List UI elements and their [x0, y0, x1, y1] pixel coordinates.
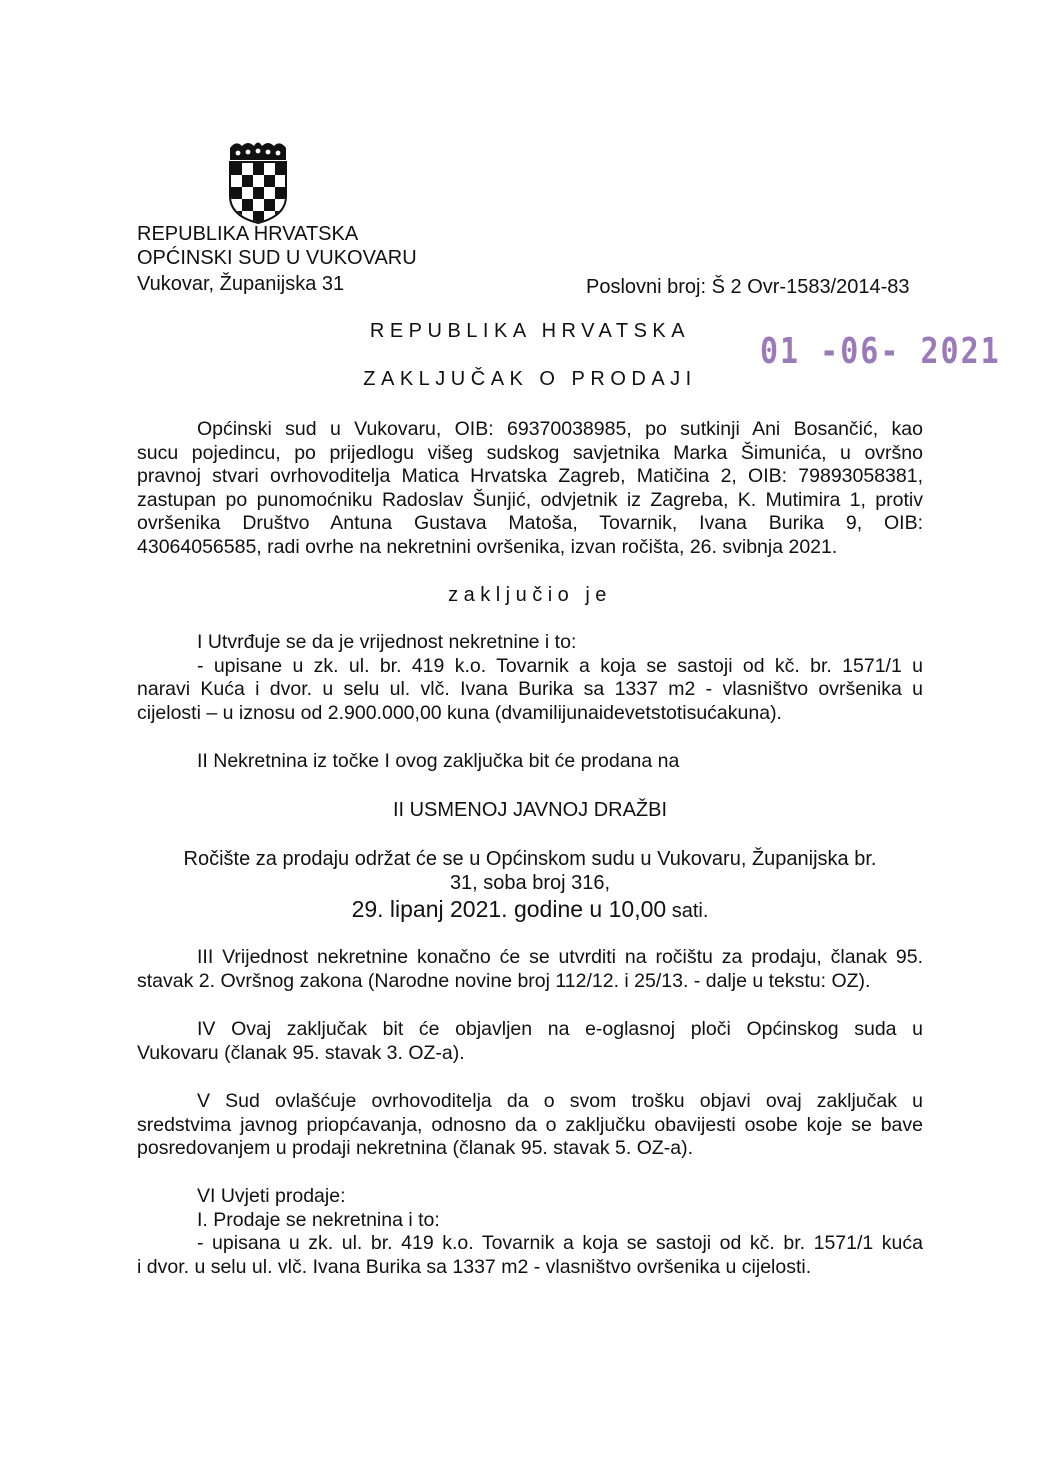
intro-line: 43064056585, radi ovrhe na nekretnini ovršenika, izvan ročišta, 26. svibnja 2021.	[137, 535, 838, 558]
title-decision: ZAKLJUČAK O PRODAJI	[363, 368, 697, 390]
section-1-line: I Utvrđuje se da je vrijednost nekretnine i to:	[197, 631, 577, 653]
intro-paragraph	[137, 418, 923, 559]
section-4-line: Vukovaru (članak 95. stavak 3. OZ-a).	[137, 1041, 465, 1064]
section-4-line: IV Ovaj zaključak bit će objavljen na e-oglasnoj ploči Općinskog suda u	[197, 1018, 923, 1040]
section-1-line: cijelosti – u iznosu od 2.900.000,00 kuna (dvamilijunaidevetstotisućakuna).	[137, 701, 782, 724]
case-number: Poslovni broj: Š 2 Ovr-1583/2014-83	[586, 276, 910, 298]
section-6-line: I. Prodaje se nekretnina i to:	[197, 1208, 440, 1231]
intro-line: ovršenika Društvo Antuna Gustava Matoša, Tovarnik, Ivana Burika 9, OIB:	[137, 512, 923, 534]
hearing-line-2: 31, soba broj 316,	[449, 872, 611, 894]
section-6-line: - upisana u zk. ul. br. 419 k.o. Tovarnik a koja se sastoji od kč. br. 1571/1 kuća	[197, 1232, 923, 1254]
intro-line: zastupan po punomoćniku Radoslav Šunjić, odvjetnik iz Zagreba, K. Mutimira 1, protiv	[137, 488, 923, 511]
section-5-line: posredovanjem u prodaji nekretnina (članak 95. stavak 5. OZ-a).	[137, 1137, 694, 1159]
section-1	[137, 631, 923, 725]
section-2-line: II Nekretnina iz točke I ovog zaključka bit će prodana na	[197, 750, 680, 772]
auction-heading: II USMENOJ JAVNOJ DRAŽBI	[392, 799, 668, 821]
coat-of-arms-icon	[226, 140, 290, 224]
hearing-sati: sati.	[671, 900, 709, 922]
section-4	[137, 1018, 923, 1065]
header-country: REPUBLIKA HRVATSKA	[137, 223, 359, 245]
date-stamp: 01 -06- 2021	[760, 330, 1001, 373]
section-2	[137, 750, 923, 774]
section-6	[137, 1185, 923, 1279]
intro-line: pravnoj stvari ovrhovoditelja Matica Hrvatska Zagreb, Matičina 2, OIB: 79893058381,	[137, 465, 923, 487]
section-3-line: III Vrijednost nekretnine konačno će se utvrditi na ročištu za prodaju, članak 95.	[197, 946, 923, 968]
section-6-line: VI Uvjeti prodaje:	[197, 1185, 346, 1207]
section-1-line: - upisane u zk. ul. br. 419 k.o. Tovarnik a koja se sastoji od kč. br. 1571/1 u	[197, 654, 923, 677]
hearing-date-line	[137, 896, 923, 923]
section-5	[137, 1090, 923, 1161]
section-6-line: i dvor. u selu ul. vlč. Ivana Burika sa 1337 m2 - vlasništvo ovršenika u cijelosti.	[137, 1255, 812, 1278]
section-3	[137, 946, 923, 993]
header-address: Vukovar, Županijska 31	[137, 273, 345, 295]
intro-line: sucu pojedincu, po prijedlogu višeg sudskog savjetnika Marka Šimunića, u ovršno	[137, 441, 923, 464]
hearing-date: 29. lipanj 2021. godine u 10,00	[351, 896, 667, 922]
title-republic: REPUBLIKA HRVATSKA	[369, 320, 691, 342]
hearing-line-1: Ročište za prodaju održat će se u Općinskom sudu u Vukovaru, Županijska br.	[183, 848, 877, 870]
intro-line: Općinski sud u Vukovaru, OIB: 69370038985, po sutkinji Ani Bosančić, kao	[197, 418, 923, 440]
decided-heading: zaključio je	[448, 584, 612, 606]
section-1-line: naravi Kuća i dvor. u selu ul. vlč. Ivana Burika sa 1337 m2 - vlasništvo ovršenika u	[137, 678, 923, 700]
section-3-line: stavak 2. Ovršnog zakona (Narodne novine broj 112/12. i 25/13. - dalje u tekstu: OZ).	[137, 969, 871, 992]
header-court: OPĆINSKI SUD U VUKOVARU	[137, 247, 417, 269]
section-5-line: V Sud ovlašćuje ovrhovoditelja da o svom trošku objavi ovaj zaključak u	[197, 1090, 923, 1112]
section-5-line: sredstvima javnog priopćavanja, odnosno da o zaključku obavijesti osobe koje se bave	[137, 1113, 923, 1136]
